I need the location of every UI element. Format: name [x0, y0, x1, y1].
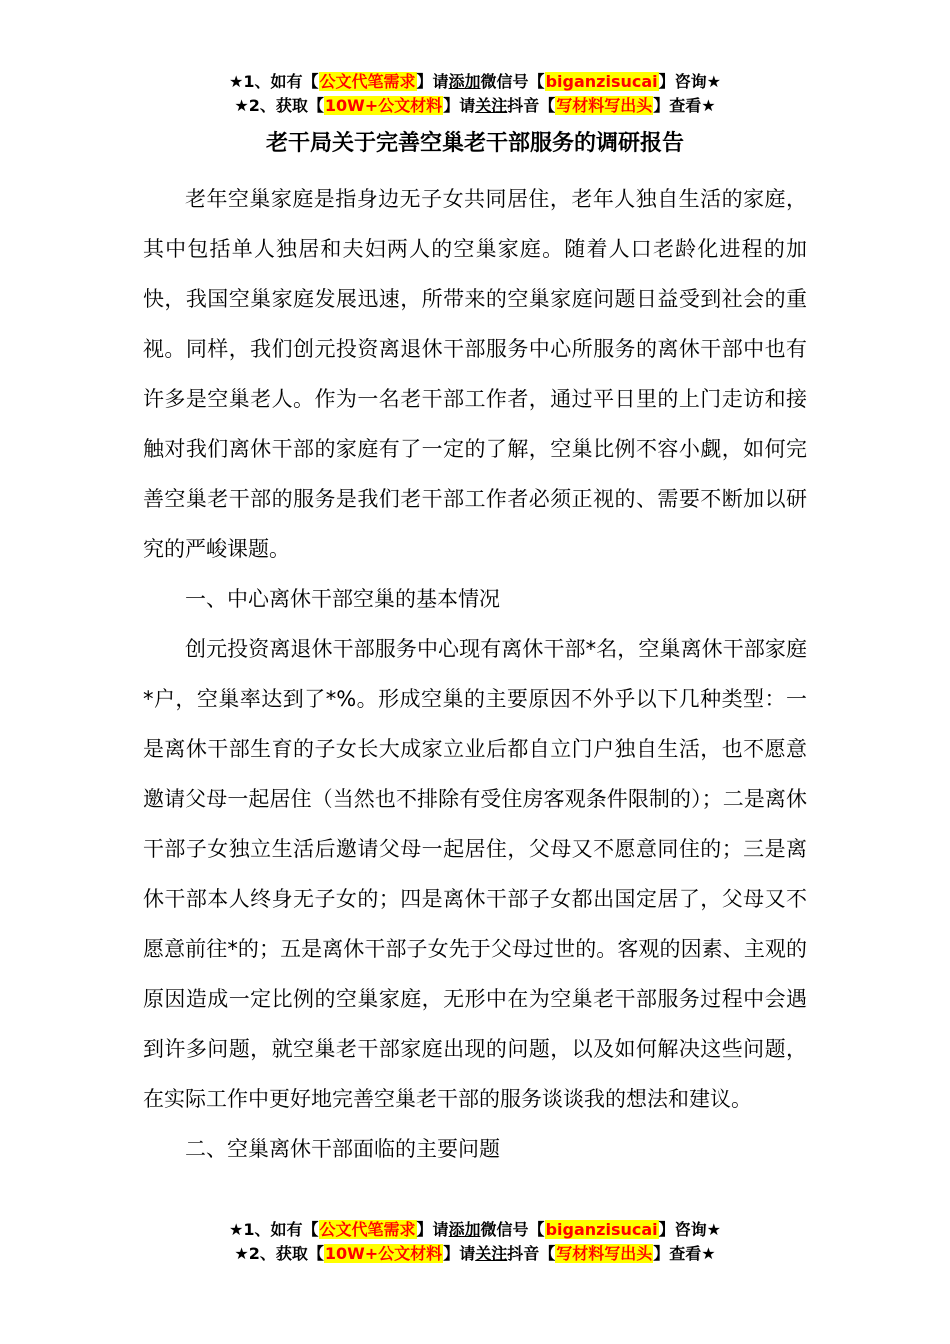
section-heading: 二、空巢离休干部面临的主要问题	[185, 1137, 500, 1161]
promo-text: 】咨询★	[658, 1220, 721, 1239]
promo-highlight: biganzisucai	[545, 1220, 658, 1239]
promo-text: ★1、如有【	[229, 72, 319, 91]
promo-text: 微信号【	[480, 72, 545, 91]
promo-underline: 关注	[475, 1244, 508, 1263]
promo-text: 】咨询★	[658, 72, 721, 91]
promo-banner-bottom	[0, 1218, 950, 1266]
promo-text: ★2、获取【	[234, 96, 324, 115]
promo-text: 】查看★	[653, 1244, 716, 1263]
promo-highlight: 写材料写出头	[556, 1244, 653, 1263]
promo-text: 】查看★	[653, 96, 716, 115]
promo-underline: 关注	[475, 96, 508, 115]
promo-line-2	[0, 94, 950, 118]
promo-line-1	[0, 1218, 950, 1242]
promo-underline: 添加	[448, 72, 481, 91]
promo-line-1	[0, 70, 950, 94]
promo-text: 】请	[416, 1220, 449, 1239]
body-paragraph: 老年空巢家庭是指身边无子女共同居住，老年人独自生活的家庭，其中包括单人独居和夫妇两人的空巢家庭。随着人口老龄化进程的加快，我国空巢家庭发展迅速，所带来的空巢家庭问题日益受到社会的重视。同样，我们创元投资离退休干部服务中心所服务的离休干部中也有许多是空巢老人。作为一名老干部工作者，通过平日里的上门走访和接触对我们离休干部的家庭有了一定的了解，空巢比例不容小觑，如何完善空巢老干部的服务是我们老干部工作者必须正视的、需要不断加以研究的严峻课题。	[143, 187, 807, 561]
promo-text: 】请	[443, 96, 476, 115]
promo-banner-top	[0, 70, 950, 118]
document-title: 老干局关于完善空巢老干部服务的调研报告	[265, 131, 684, 156]
promo-highlight: 公文代笔需求	[319, 72, 416, 91]
promo-underline: 添加	[448, 1220, 481, 1239]
promo-text: 抖音【	[507, 96, 556, 115]
promo-highlight: biganzisucai	[545, 72, 658, 91]
promo-text: ★1、如有【	[229, 1220, 319, 1239]
promo-text: ★2、获取【	[234, 1244, 324, 1263]
promo-line-2	[0, 1242, 950, 1266]
promo-highlight: 公文代笔需求	[319, 1220, 416, 1239]
promo-text: 微信号【	[480, 1220, 545, 1239]
promo-highlight: 10W+公文材料	[324, 1244, 443, 1263]
promo-text: 】请	[443, 1244, 476, 1263]
promo-text: 抖音【	[507, 1244, 556, 1263]
promo-highlight: 写材料写出头	[556, 96, 653, 115]
promo-text: 】请	[416, 72, 449, 91]
section-heading: 一、中心离休干部空巢的基本情况	[185, 587, 500, 611]
document-body	[143, 174, 807, 1174]
body-paragraph: 创元投资离退休干部服务中心现有离休干部*名，空巢离休干部家庭*户，空巢率达到了*%。形成空巢的主要原因不外乎以下几种类型：一是离休干部生育的子女长大成家立业后都自立门户独自生活，也不愿意邀请父母一起居住（当然也不排除有受住房客观条件限制的）；二是离休干部子女独立生活后邀请父母一起居住，父母又不愿意同住的；三是离休干部本人终身无子女的；四是离休干部子女都出国定居了，父母又不愿意前往*的；五是离休干部子女先于父母过世的。客观的因素、主观的原因造成一定比例的空巢家庭，无形中在为空巢老干部服务过程中会遇到许多问题，就空巢老干部家庭出现的问题，以及如何解决这些问题，在实际工作中更好地完善空巢老干部的服务谈谈我的想法和建议。	[143, 637, 807, 1111]
promo-highlight: 10W+公文材料	[324, 96, 443, 115]
